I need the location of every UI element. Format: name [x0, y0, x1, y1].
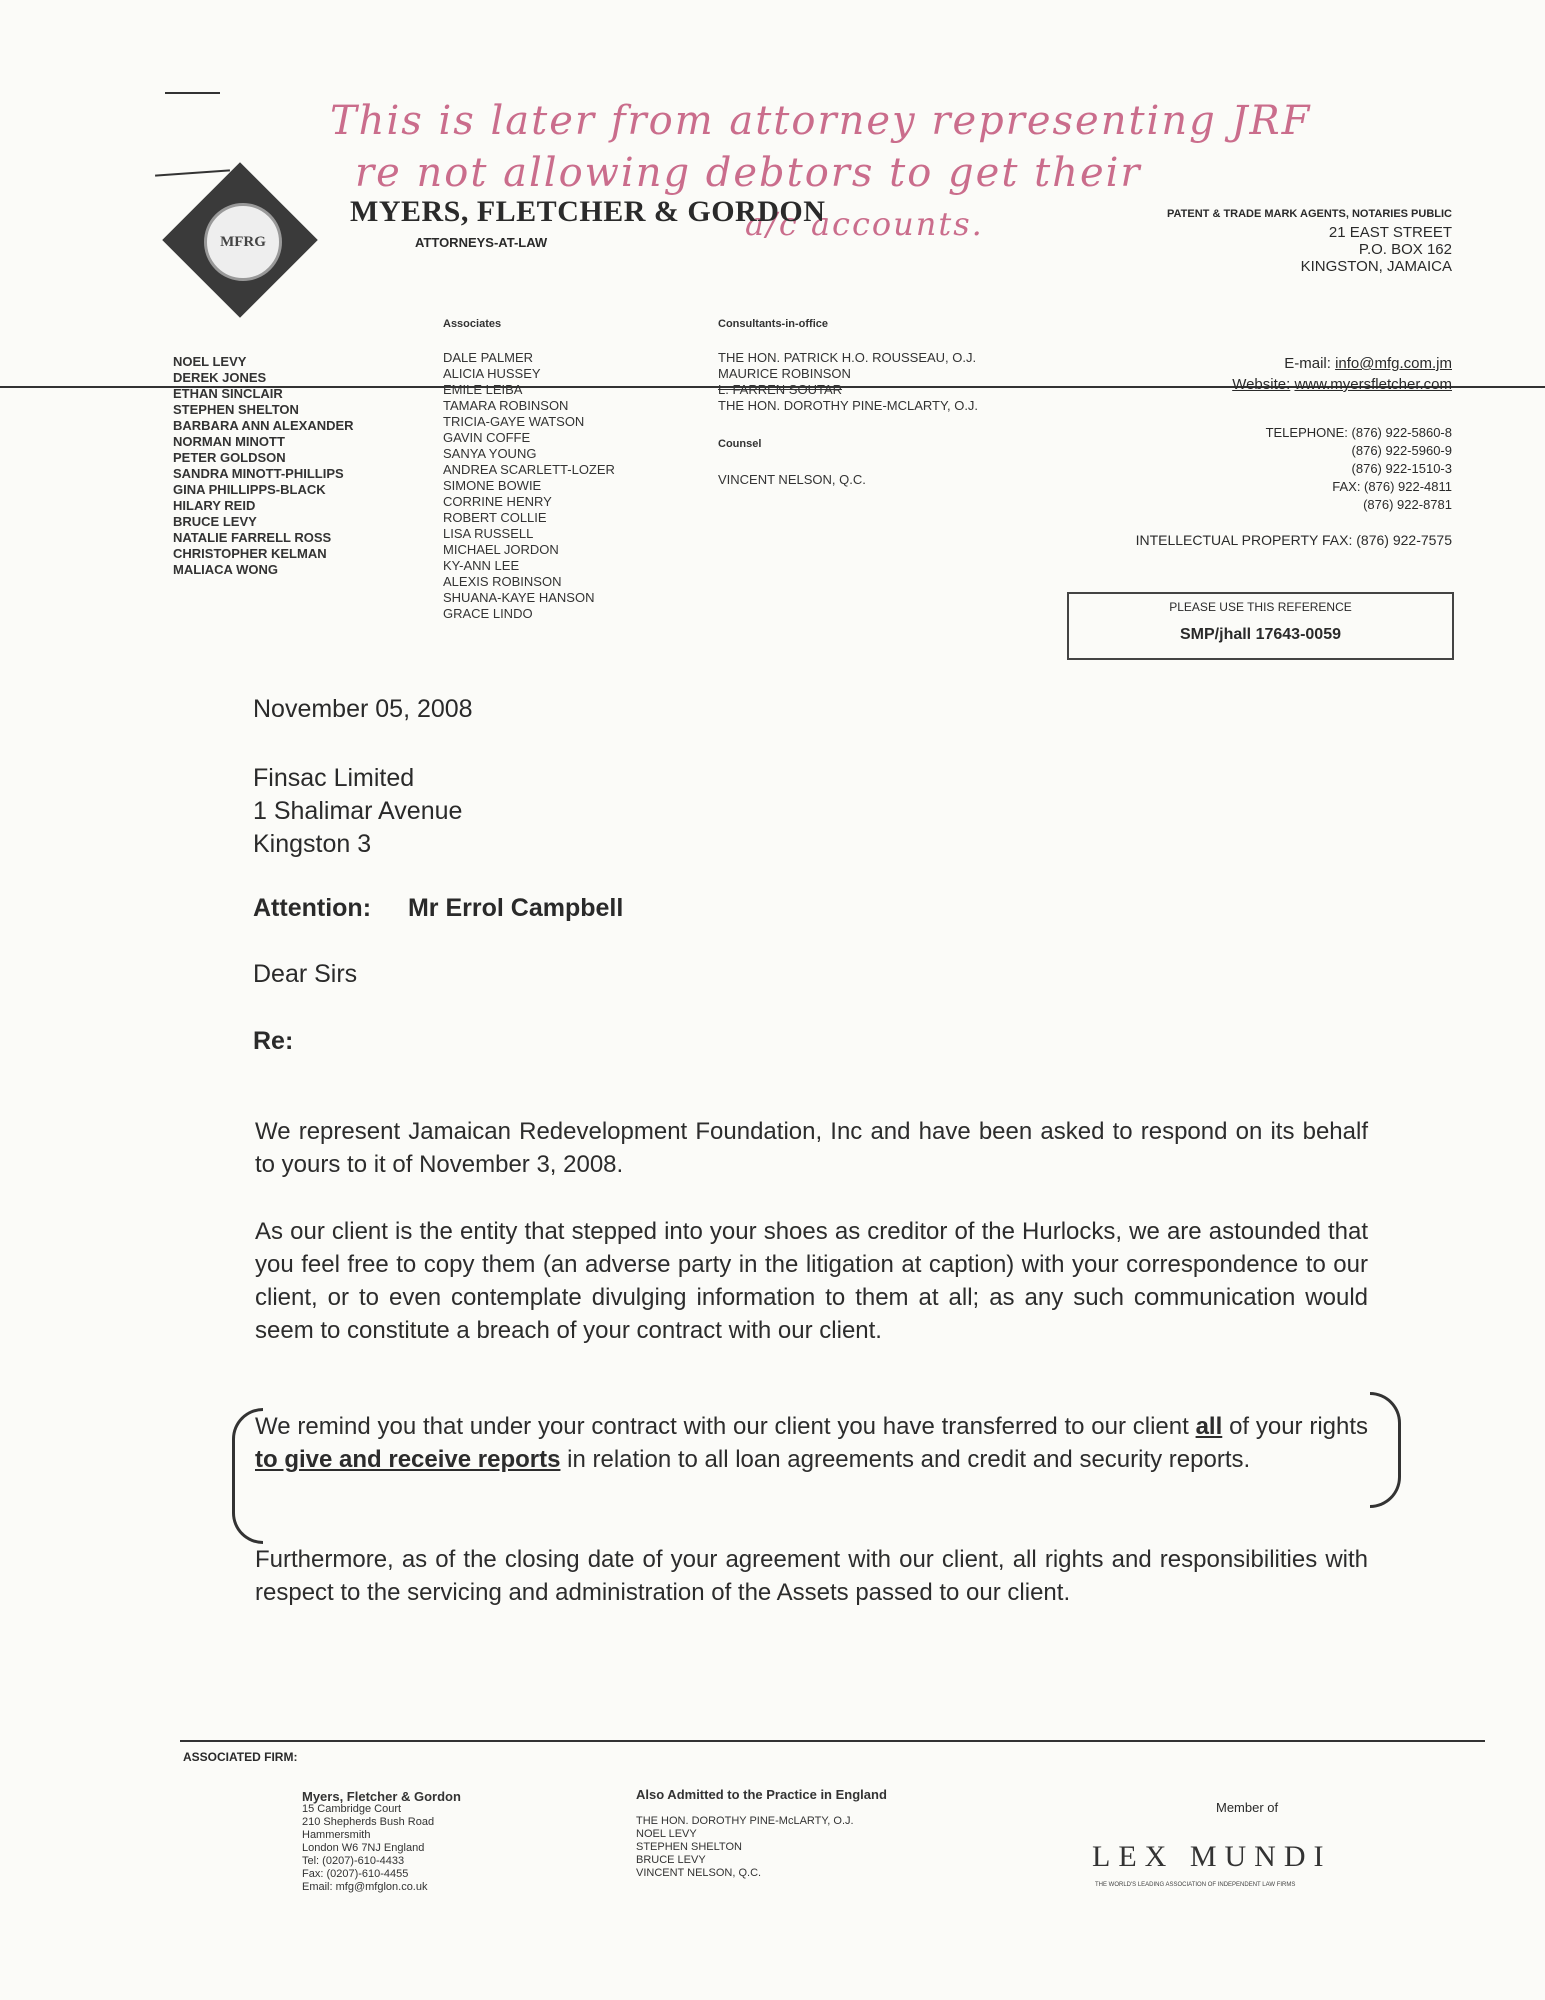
england-admitted	[636, 1788, 887, 1880]
stray-mark	[155, 169, 230, 176]
reference-label: PLEASE USE THIS REFERENCE	[1169, 600, 1352, 614]
consultant-name: THE HON. PATRICK H.O. ROUSSEAU, O.J.	[718, 350, 977, 365]
address-line: P.O. BOX 162	[1358, 241, 1452, 258]
salutation: Dear Sirs	[253, 960, 358, 988]
assoc-firm-line: Fax: (0207)-610-4455	[302, 1868, 409, 1880]
paragraph-3-text: We remind you that under your contract with our client you have transferred to our client	[255, 1413, 1189, 1440]
england-name: VINCENT NELSON, Q.C.	[636, 1867, 762, 1879]
recipient-line: Kingston 3	[253, 830, 372, 858]
associate-name: ALICIA HUSSEY	[443, 366, 541, 381]
website-row	[1232, 376, 1452, 393]
recipient-line: 1 Shalimar Avenue	[253, 797, 463, 825]
england-name: BRUCE LEVY	[636, 1854, 706, 1866]
consultants-label: Consultants-in-office	[718, 318, 828, 330]
england-name: NOEL LEVY	[636, 1828, 697, 1840]
counsel-name: VINCENT NELSON, Q.C.	[718, 472, 866, 487]
paragraph-3-text: in relation to all loan agreements and credit and security reports.	[567, 1446, 1251, 1473]
england-label: Also Admitted to the Practice in England	[636, 1787, 887, 1802]
paragraph-1: We represent Jamaican Redevelopment Foundation, Inc and have been asked to respond on its behalf to yours to it of November 3, 2008.	[255, 1118, 1368, 1178]
email-label: E-mail:	[1284, 355, 1331, 372]
phone-line: FAX: (876) 922-4811	[1332, 479, 1452, 494]
partner-name: MALIACA WONG	[173, 562, 278, 577]
consultant-name: THE HON. DOROTHY PINE-MCLARTY, O.J.	[718, 398, 979, 413]
firm-logo: MFRG	[204, 203, 282, 281]
emphasis-all: all	[1195, 1413, 1223, 1440]
consultants-list	[718, 350, 978, 414]
reference-box	[1067, 592, 1454, 660]
address-line: KINGSTON, JAMAICA	[1300, 258, 1452, 275]
footer-divider	[180, 1740, 1485, 1742]
firm-address	[1301, 224, 1452, 275]
handwritten-note-line-3: a/c accounts.	[745, 205, 984, 243]
assoc-firm-line: 210 Shepherds Bush Road	[302, 1816, 435, 1828]
partner-name: NORMAN MINOTT	[173, 434, 285, 449]
associates-list	[443, 350, 615, 622]
associated-firm-label: ASSOCIATED FIRM:	[183, 1750, 298, 1764]
associate-name: DALE PALMER	[443, 350, 534, 365]
reference-number: SMP/jhall 17643-0059	[1180, 626, 1341, 643]
paragraph-3	[255, 1410, 1368, 1476]
firm-name: MYERS, FLETCHER & GORDON	[350, 195, 826, 228]
agents-line: PATENT & TRADE MARK AGENTS, NOTARIES PUBLIC	[1167, 208, 1452, 220]
associate-name: GAVIN COFFE	[443, 430, 531, 445]
associate-name: ANDREA SCARLETT-LOZER	[443, 462, 615, 477]
partner-name: ETHAN SINCLAIR	[173, 386, 283, 401]
partner-name: CHRISTOPHER KELMAN	[173, 546, 327, 561]
phone-line: (876) 922-5960-9	[1351, 443, 1452, 458]
attention-name: Mr Errol Campbell	[407, 894, 624, 922]
lex-mundi-tagline: THE WORLD'S LEADING ASSOCIATION OF INDEPENDENT LAW FIRMS	[1095, 1882, 1296, 1888]
recipient-address	[253, 762, 462, 861]
letter-date: November 05, 2008	[253, 695, 473, 723]
associate-name: TAMARA ROBINSON	[443, 398, 569, 413]
associate-name: SANYA YOUNG	[443, 446, 537, 461]
phone-line: (876) 922-8781	[1363, 497, 1452, 512]
associate-name: SHUANA-KAYE HANSON	[443, 590, 595, 605]
partner-name: NATALIE FARRELL ROSS	[173, 530, 332, 545]
stray-mark	[165, 92, 220, 94]
handwritten-note-line-1: This is later from attorney representing JRF	[330, 98, 1312, 144]
associate-name: EMILE LEIBA	[443, 382, 523, 397]
phone-line: TELEPHONE: (876) 922-5860-8	[1265, 425, 1452, 440]
partner-name: STEPHEN SHELTON	[173, 402, 299, 417]
assoc-firm-line: 15 Cambridge Court	[302, 1803, 402, 1815]
partner-name: NOEL LEVY	[173, 354, 247, 369]
associate-name: ROBERT COLLIE	[443, 510, 547, 525]
partner-name: HILARY REID	[173, 498, 256, 513]
england-name: STEPHEN SHELTON	[636, 1841, 742, 1853]
partner-name: BARBARA ANN ALEXANDER	[173, 418, 354, 433]
recipient-line: Finsac Limited	[253, 764, 415, 792]
associate-name: LISA RUSSELL	[443, 526, 534, 541]
email-row	[1284, 355, 1452, 372]
assoc-firm-name: Myers, Fletcher & Gordon	[302, 1789, 461, 1804]
assoc-firm-line: Tel: (0207)-610-4433	[302, 1855, 405, 1867]
associate-name: KY-ANN LEE	[443, 558, 520, 573]
associate-name: SIMONE BOWIE	[443, 478, 542, 493]
paragraph-4: Furthermore, as of the closing date of your agreement with our client, all rights and responsibilities with respect to the servicing and administration of the Assets passed to our client.	[255, 1546, 1368, 1606]
associates-label: Associates	[443, 318, 502, 330]
ip-fax: INTELLECTUAL PROPERTY FAX: (876) 922-7575	[1135, 532, 1452, 548]
website-link[interactable]: www.myersfletcher.com	[1294, 376, 1452, 393]
partner-name: PETER GOLDSON	[173, 450, 286, 465]
member-label: Member of	[1216, 1800, 1279, 1815]
partner-name: BRUCE LEVY	[173, 514, 257, 529]
re-label: Re:	[253, 1027, 294, 1055]
handwritten-bracket-right	[1370, 1392, 1401, 1508]
email-link[interactable]: info@mfg.com.jm	[1335, 355, 1452, 372]
associate-name: CORRINE HENRY	[443, 494, 552, 509]
paragraph-3-text: of your rights	[1229, 1413, 1369, 1440]
telephone-list	[1266, 424, 1452, 514]
partner-name: SANDRA MINOTT-PHILLIPS	[173, 466, 344, 481]
lex-mundi-logo: LEX MUNDI	[1092, 1840, 1332, 1873]
partner-name: GINA PHILLIPPS-BLACK	[173, 482, 326, 497]
counsel-label: Counsel	[718, 438, 762, 450]
phone-line: (876) 922-1510-3	[1351, 461, 1452, 476]
handwritten-note-line-2: re not allowing debtors to get their	[355, 150, 1142, 196]
attention-label: Attention:	[253, 894, 372, 922]
associated-firm	[302, 1790, 461, 1894]
assoc-firm-line: Email: mfg@mfglon.co.uk	[302, 1881, 428, 1893]
associate-name: TRICIA-GAYE WATSON	[443, 414, 585, 429]
address-line: 21 EAST STREET	[1328, 224, 1452, 241]
assoc-firm-line: London W6 7NJ England	[302, 1842, 425, 1854]
attention-line	[253, 894, 623, 923]
consultant-name: L. FARREN SOUTAR	[718, 382, 843, 397]
website-label: Website:	[1232, 376, 1291, 393]
paragraph-2: As our client is the entity that stepped into your shoes as creditor of the Hurlocks, we are astounded that you feel free to copy them (an adverse party in the litigation at caption) with your correspondence to our client, or to even contemplate divulging information to them at all; as any such communication would seem to constitute a breach of your contract with our client.	[255, 1218, 1368, 1344]
associate-name: GRACE LINDO	[443, 606, 533, 621]
emphasis-reports: to give and receive reports	[255, 1446, 561, 1473]
consultant-name: MAURICE ROBINSON	[718, 366, 851, 381]
assoc-firm-line: Hammersmith	[302, 1829, 371, 1841]
firm-subtitle: ATTORNEYS-AT-LAW	[415, 235, 548, 250]
england-name: THE HON. DOROTHY PINE-McLARTY, O.J.	[636, 1815, 854, 1827]
partner-name: DEREK JONES	[173, 370, 267, 385]
associate-name: MICHAEL JORDON	[443, 542, 559, 557]
partners-list	[173, 354, 354, 578]
associate-name: ALEXIS ROBINSON	[443, 574, 562, 589]
